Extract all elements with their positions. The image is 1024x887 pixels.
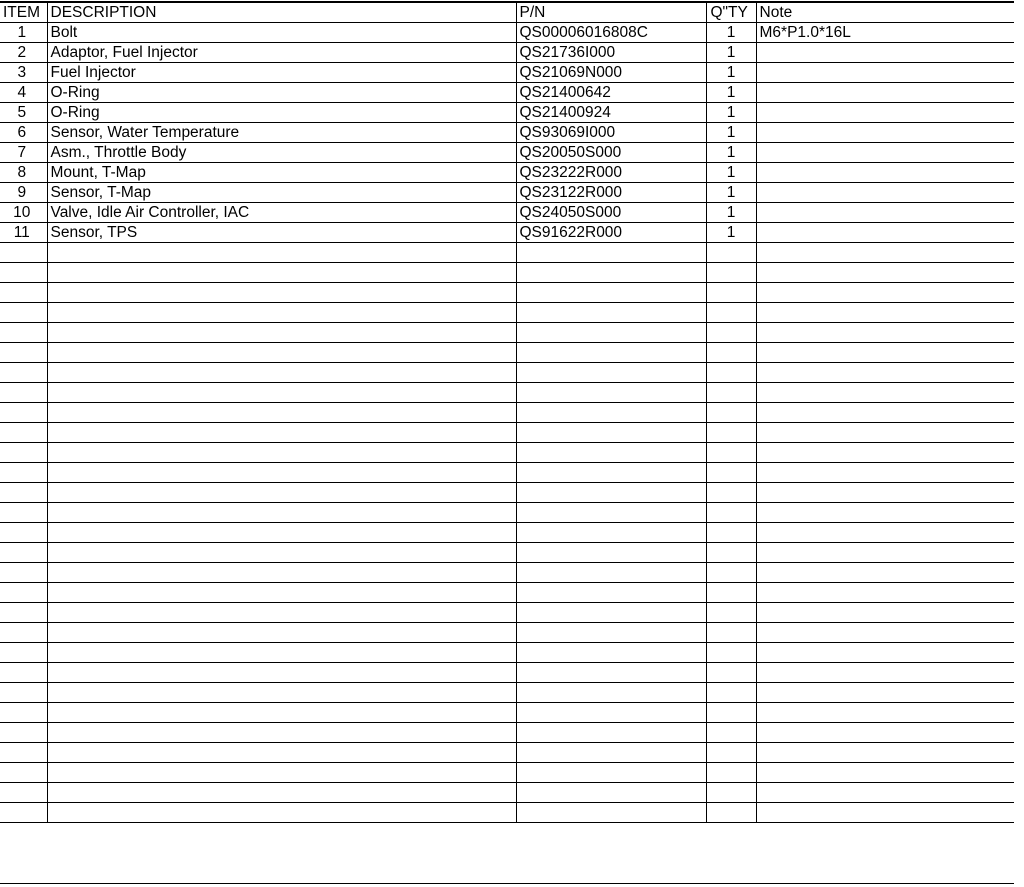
cell-description bbox=[47, 563, 516, 583]
cell-qty: 1 bbox=[706, 223, 756, 243]
cell-pn bbox=[516, 483, 706, 503]
cell-note bbox=[756, 143, 1014, 163]
bottom-rule bbox=[0, 883, 1014, 884]
cell-pn bbox=[516, 803, 706, 823]
cell-description: Fuel Injector bbox=[47, 63, 516, 83]
table-row bbox=[0, 443, 1014, 463]
cell-note bbox=[756, 83, 1014, 103]
table-row bbox=[0, 83, 1014, 103]
cell-description bbox=[47, 783, 516, 803]
cell-item bbox=[0, 603, 47, 623]
cell-note bbox=[756, 663, 1014, 683]
cell-description bbox=[47, 763, 516, 783]
cell-item bbox=[0, 563, 47, 583]
cell-note bbox=[756, 783, 1014, 803]
table-row bbox=[0, 383, 1014, 403]
cell-description bbox=[47, 583, 516, 603]
cell-note bbox=[756, 583, 1014, 603]
table-row bbox=[0, 263, 1014, 283]
table-row bbox=[0, 763, 1014, 783]
cell-description bbox=[47, 363, 516, 383]
cell-description bbox=[47, 283, 516, 303]
cell-note bbox=[756, 343, 1014, 363]
cell-qty: 1 bbox=[706, 123, 756, 143]
table-row bbox=[0, 603, 1014, 623]
cell-description bbox=[47, 683, 516, 703]
table-row bbox=[0, 683, 1014, 703]
cell-qty bbox=[706, 783, 756, 803]
cell-item: 5 bbox=[0, 103, 47, 123]
cell-qty: 1 bbox=[706, 63, 756, 83]
cell-qty bbox=[706, 763, 756, 783]
cell-item bbox=[0, 543, 47, 563]
cell-description bbox=[47, 723, 516, 743]
table-row bbox=[0, 43, 1014, 63]
cell-pn bbox=[516, 703, 706, 723]
cell-item: 11 bbox=[0, 223, 47, 243]
table-row bbox=[0, 243, 1014, 263]
cell-note bbox=[756, 283, 1014, 303]
cell-qty bbox=[706, 643, 756, 663]
table-row bbox=[0, 423, 1014, 443]
cell-qty: 1 bbox=[706, 183, 756, 203]
cell-pn bbox=[516, 543, 706, 563]
cell-pn bbox=[516, 623, 706, 643]
cell-description: O-Ring bbox=[47, 83, 516, 103]
cell-description: Sensor, Water Temperature bbox=[47, 123, 516, 143]
table-row bbox=[0, 563, 1014, 583]
cell-pn bbox=[516, 463, 706, 483]
table-row bbox=[0, 523, 1014, 543]
cell-qty bbox=[706, 483, 756, 503]
cell-qty: 1 bbox=[706, 163, 756, 183]
cell-note bbox=[756, 383, 1014, 403]
cell-description bbox=[47, 743, 516, 763]
cell-pn bbox=[516, 563, 706, 583]
cell-pn bbox=[516, 783, 706, 803]
cell-description bbox=[47, 243, 516, 263]
table-row bbox=[0, 103, 1014, 123]
cell-note bbox=[756, 43, 1014, 63]
cell-qty bbox=[706, 623, 756, 643]
cell-qty bbox=[706, 723, 756, 743]
cell-qty bbox=[706, 383, 756, 403]
cell-item bbox=[0, 723, 47, 743]
header-note: Note bbox=[756, 2, 1014, 23]
cell-description bbox=[47, 643, 516, 663]
cell-pn: QS93069I000 bbox=[516, 123, 706, 143]
table-row bbox=[0, 283, 1014, 303]
cell-qty: 1 bbox=[706, 83, 756, 103]
cell-pn bbox=[516, 343, 706, 363]
cell-pn bbox=[516, 723, 706, 743]
cell-pn bbox=[516, 763, 706, 783]
cell-pn bbox=[516, 403, 706, 423]
table-row bbox=[0, 583, 1014, 603]
cell-note bbox=[756, 163, 1014, 183]
table-row bbox=[0, 63, 1014, 83]
cell-item bbox=[0, 323, 47, 343]
cell-description bbox=[47, 483, 516, 503]
cell-description bbox=[47, 403, 516, 423]
cell-note bbox=[756, 743, 1014, 763]
cell-note bbox=[756, 503, 1014, 523]
table-row bbox=[0, 303, 1014, 323]
table-row bbox=[0, 343, 1014, 363]
cell-item: 4 bbox=[0, 83, 47, 103]
cell-pn bbox=[516, 603, 706, 623]
cell-pn bbox=[516, 583, 706, 603]
cell-qty: 1 bbox=[706, 143, 756, 163]
cell-note bbox=[756, 763, 1014, 783]
cell-item: 10 bbox=[0, 203, 47, 223]
cell-note bbox=[756, 363, 1014, 383]
cell-description bbox=[47, 443, 516, 463]
cell-item: 8 bbox=[0, 163, 47, 183]
cell-item bbox=[0, 423, 47, 443]
cell-qty: 1 bbox=[706, 103, 756, 123]
cell-description bbox=[47, 423, 516, 443]
cell-pn: QS21400924 bbox=[516, 103, 706, 123]
cell-qty bbox=[706, 543, 756, 563]
cell-pn bbox=[516, 683, 706, 703]
cell-pn bbox=[516, 503, 706, 523]
cell-qty bbox=[706, 503, 756, 523]
cell-item bbox=[0, 643, 47, 663]
cell-description bbox=[47, 383, 516, 403]
cell-note bbox=[756, 683, 1014, 703]
cell-item bbox=[0, 283, 47, 303]
cell-pn bbox=[516, 323, 706, 343]
cell-note bbox=[756, 263, 1014, 283]
cell-description bbox=[47, 523, 516, 543]
cell-qty bbox=[706, 443, 756, 463]
cell-description: Sensor, TPS bbox=[47, 223, 516, 243]
cell-description: Mount, T-Map bbox=[47, 163, 516, 183]
table-row bbox=[0, 803, 1014, 823]
cell-item: 6 bbox=[0, 123, 47, 143]
table-body bbox=[0, 23, 1014, 823]
table-row bbox=[0, 163, 1014, 183]
cell-pn bbox=[516, 263, 706, 283]
table-row bbox=[0, 223, 1014, 243]
cell-pn: QS20050S000 bbox=[516, 143, 706, 163]
table-row bbox=[0, 183, 1014, 203]
cell-item bbox=[0, 343, 47, 363]
cell-item bbox=[0, 243, 47, 263]
cell-note bbox=[756, 423, 1014, 443]
table-row bbox=[0, 623, 1014, 643]
cell-description: Valve, Idle Air Controller, IAC bbox=[47, 203, 516, 223]
cell-qty bbox=[706, 363, 756, 383]
cell-qty bbox=[706, 403, 756, 423]
cell-pn: QS21736I000 bbox=[516, 43, 706, 63]
table-row bbox=[0, 123, 1014, 143]
cell-item bbox=[0, 623, 47, 643]
table-row bbox=[0, 323, 1014, 343]
cell-note bbox=[756, 203, 1014, 223]
header-item: ITEM bbox=[0, 2, 47, 23]
cell-note bbox=[756, 303, 1014, 323]
cell-item bbox=[0, 743, 47, 763]
cell-description: Adaptor, Fuel Injector bbox=[47, 43, 516, 63]
cell-note bbox=[756, 103, 1014, 123]
table-row bbox=[0, 403, 1014, 423]
cell-note bbox=[756, 623, 1014, 643]
cell-pn: QS24050S000 bbox=[516, 203, 706, 223]
cell-item bbox=[0, 483, 47, 503]
cell-qty bbox=[706, 323, 756, 343]
cell-note bbox=[756, 543, 1014, 563]
cell-qty bbox=[706, 703, 756, 723]
cell-note bbox=[756, 643, 1014, 663]
cell-note bbox=[756, 403, 1014, 423]
cell-note: M6*P1.0*16L bbox=[756, 23, 1014, 43]
cell-item bbox=[0, 443, 47, 463]
cell-qty bbox=[706, 583, 756, 603]
cell-note bbox=[756, 523, 1014, 543]
cell-qty bbox=[706, 303, 756, 323]
cell-pn bbox=[516, 643, 706, 663]
cell-item bbox=[0, 263, 47, 283]
cell-qty bbox=[706, 603, 756, 623]
cell-description bbox=[47, 543, 516, 563]
table-row bbox=[0, 203, 1014, 223]
cell-pn bbox=[516, 283, 706, 303]
cell-pn bbox=[516, 383, 706, 403]
cell-pn bbox=[516, 423, 706, 443]
parts-list-table bbox=[0, 1, 1014, 823]
cell-pn bbox=[516, 663, 706, 683]
cell-note bbox=[756, 123, 1014, 143]
cell-note bbox=[756, 183, 1014, 203]
header-pn: P/N bbox=[516, 2, 706, 23]
cell-description bbox=[47, 463, 516, 483]
cell-qty bbox=[706, 803, 756, 823]
cell-pn bbox=[516, 243, 706, 263]
header-row bbox=[0, 2, 1014, 23]
cell-item bbox=[0, 583, 47, 603]
cell-note bbox=[756, 483, 1014, 503]
cell-qty bbox=[706, 343, 756, 363]
cell-qty bbox=[706, 683, 756, 703]
cell-note bbox=[756, 603, 1014, 623]
cell-item: 3 bbox=[0, 63, 47, 83]
cell-pn: QS21400642 bbox=[516, 83, 706, 103]
cell-qty: 1 bbox=[706, 43, 756, 63]
cell-note bbox=[756, 443, 1014, 463]
cell-item: 1 bbox=[0, 23, 47, 43]
cell-item bbox=[0, 523, 47, 543]
cell-pn bbox=[516, 743, 706, 763]
table-row bbox=[0, 363, 1014, 383]
cell-note bbox=[756, 323, 1014, 343]
cell-item bbox=[0, 363, 47, 383]
cell-item bbox=[0, 803, 47, 823]
cell-item bbox=[0, 763, 47, 783]
cell-description: Sensor, T-Map bbox=[47, 183, 516, 203]
cell-pn: QS91622R000 bbox=[516, 223, 706, 243]
cell-description bbox=[47, 623, 516, 643]
cell-item bbox=[0, 403, 47, 423]
cell-description: O-Ring bbox=[47, 103, 516, 123]
table-row bbox=[0, 23, 1014, 43]
cell-qty bbox=[706, 663, 756, 683]
cell-pn bbox=[516, 443, 706, 463]
cell-qty bbox=[706, 523, 756, 543]
cell-qty: 1 bbox=[706, 23, 756, 43]
cell-qty bbox=[706, 563, 756, 583]
cell-description bbox=[47, 263, 516, 283]
cell-qty bbox=[706, 283, 756, 303]
cell-description bbox=[47, 343, 516, 363]
cell-description: Asm., Throttle Body bbox=[47, 143, 516, 163]
table-row bbox=[0, 143, 1014, 163]
cell-qty bbox=[706, 743, 756, 763]
table-row bbox=[0, 543, 1014, 563]
cell-description bbox=[47, 703, 516, 723]
cell-item bbox=[0, 703, 47, 723]
table-row bbox=[0, 723, 1014, 743]
cell-qty bbox=[706, 463, 756, 483]
cell-note bbox=[756, 803, 1014, 823]
cell-item: 9 bbox=[0, 183, 47, 203]
cell-qty bbox=[706, 423, 756, 443]
header-description: DESCRIPTION bbox=[47, 2, 516, 23]
cell-qty bbox=[706, 263, 756, 283]
cell-note bbox=[756, 463, 1014, 483]
cell-pn bbox=[516, 303, 706, 323]
cell-item bbox=[0, 383, 47, 403]
table-row bbox=[0, 483, 1014, 503]
cell-description bbox=[47, 323, 516, 343]
cell-item bbox=[0, 503, 47, 523]
cell-description bbox=[47, 663, 516, 683]
cell-note bbox=[756, 63, 1014, 83]
cell-description bbox=[47, 503, 516, 523]
table-row bbox=[0, 703, 1014, 723]
table-row bbox=[0, 663, 1014, 683]
cell-item bbox=[0, 463, 47, 483]
table-row bbox=[0, 783, 1014, 803]
table-row bbox=[0, 643, 1014, 663]
cell-pn: QS23222R000 bbox=[516, 163, 706, 183]
cell-pn bbox=[516, 363, 706, 383]
table-row bbox=[0, 463, 1014, 483]
cell-description bbox=[47, 603, 516, 623]
cell-note bbox=[756, 223, 1014, 243]
cell-note bbox=[756, 563, 1014, 583]
cell-pn: QS00006016808C bbox=[516, 23, 706, 43]
cell-description bbox=[47, 803, 516, 823]
cell-item bbox=[0, 783, 47, 803]
cell-description bbox=[47, 303, 516, 323]
cell-item bbox=[0, 303, 47, 323]
cell-item bbox=[0, 663, 47, 683]
header-qty: Q"TY bbox=[706, 2, 756, 23]
cell-pn bbox=[516, 523, 706, 543]
cell-note bbox=[756, 723, 1014, 743]
table-row bbox=[0, 743, 1014, 763]
cell-pn: QS21069N000 bbox=[516, 63, 706, 83]
cell-pn: QS23122R000 bbox=[516, 183, 706, 203]
cell-description: Bolt bbox=[47, 23, 516, 43]
table-row bbox=[0, 503, 1014, 523]
cell-qty bbox=[706, 243, 756, 263]
cell-note bbox=[756, 703, 1014, 723]
cell-item bbox=[0, 683, 47, 703]
cell-item: 7 bbox=[0, 143, 47, 163]
cell-item: 2 bbox=[0, 43, 47, 63]
cell-qty: 1 bbox=[706, 203, 756, 223]
cell-note bbox=[756, 243, 1014, 263]
